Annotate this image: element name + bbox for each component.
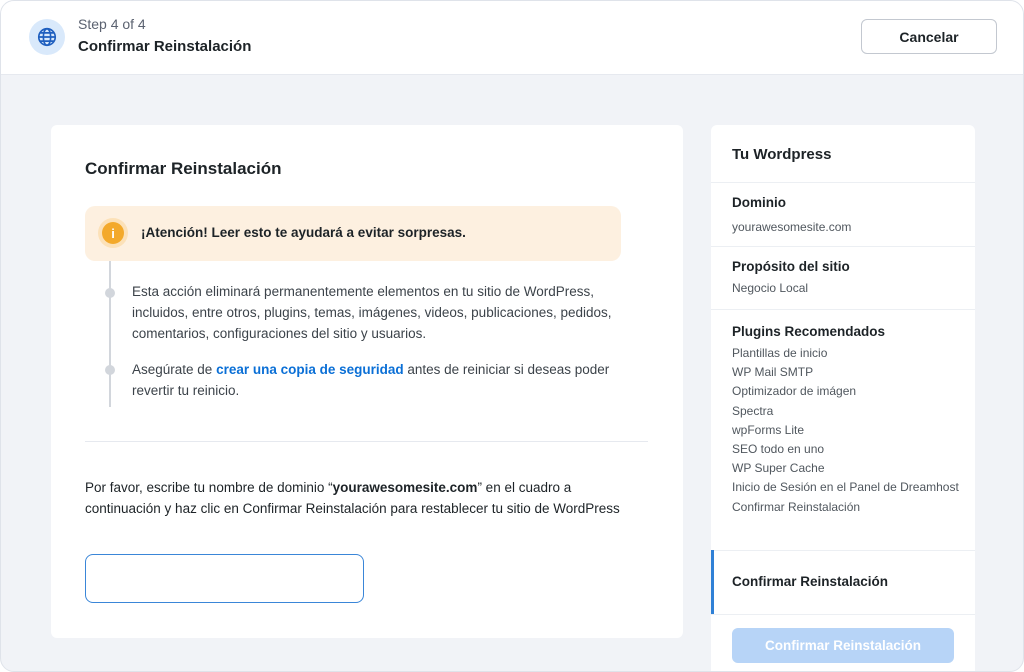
plugins-label: Plugins Recomendados	[732, 324, 886, 339]
backup-bullet-post: antes de reiniciar si deseas poder revertir tu reinicio.	[132, 362, 610, 398]
instructions-domain: yourawesomesite.com	[332, 480, 478, 495]
sidebar-divider	[711, 246, 975, 247]
sidebar-divider	[711, 614, 975, 615]
header-title: Confirmar Reinstalación	[78, 38, 252, 55]
sidebar-divider	[711, 309, 975, 310]
instructions-post: ” en el cuadro a continuación y haz clic en Confirmar Reinstalación para restablecer tu sitio de WordPress	[85, 480, 620, 516]
active-step-item	[711, 550, 975, 614]
plugin-item: SEO todo en uno	[732, 442, 825, 457]
warning-bullet: Esta acción eliminará permanentemente elementos en tu sitio de WordPress, incluidos, entre otros, plugins, temas, imágenes, videos, publicaciones, pedidos, comentarios, configuraciones del sitio y usuarios.	[132, 284, 612, 341]
plugin-item: Inicio de Sesión en el Panel de Dreamhost	[732, 480, 959, 495]
backup-bullet-pre: Asegúrate de	[132, 362, 217, 377]
timeline-line	[109, 261, 111, 407]
timeline-dot	[105, 365, 115, 375]
summary-sidebar	[711, 125, 975, 672]
confirmation-card	[51, 125, 683, 638]
domain-value: yourawesomesite.com	[732, 220, 852, 234]
sidebar-title: Tu Wordpress	[732, 146, 832, 163]
plugin-item: Plantillas de inicio	[732, 346, 828, 360]
globe-icon	[29, 19, 65, 55]
plugin-item: WP Mail SMTP	[732, 365, 814, 380]
backup-link[interactable]: crear una copia de seguridad	[216, 362, 404, 377]
plugin-item: Confirmar Reinstalación	[732, 499, 861, 514]
plugins-list	[732, 344, 962, 517]
active-step-label: Confirmar Reinstalación	[732, 574, 889, 589]
step-indicator: Step 4 of 4	[78, 16, 146, 32]
domain-confirmation-input[interactable]	[85, 554, 364, 603]
header-bar	[1, 1, 1024, 75]
sidebar-divider	[711, 182, 975, 183]
purpose-label: Propósito del sitio	[732, 259, 850, 274]
divider	[85, 441, 648, 442]
plugin-item: Spectra	[732, 403, 774, 418]
warning-alert	[85, 206, 621, 261]
plugin-item: WP Super Cache	[732, 461, 825, 476]
instructions-text	[85, 477, 645, 519]
backup-bullet	[132, 359, 632, 401]
page-title: Confirmar Reinstalación	[85, 159, 282, 178]
confirm-reinstall-button[interactable]: Confirmar Reinstalación	[732, 628, 954, 663]
alert-text: ¡Atención! Leer esto te ayudará a evitar sorpresas.	[141, 225, 466, 240]
plugin-item: wpForms Lite	[732, 422, 805, 437]
plugin-item: Optimizador de imágen	[732, 384, 857, 399]
instructions-pre: Por favor, escribe tu nombre de dominio “	[85, 480, 333, 495]
purpose-value: Negocio Local	[732, 281, 809, 295]
domain-label: Dominio	[732, 195, 786, 210]
cancel-button[interactable]: Cancelar	[861, 19, 997, 54]
info-icon: i	[102, 222, 124, 244]
timeline-dot	[105, 288, 115, 298]
